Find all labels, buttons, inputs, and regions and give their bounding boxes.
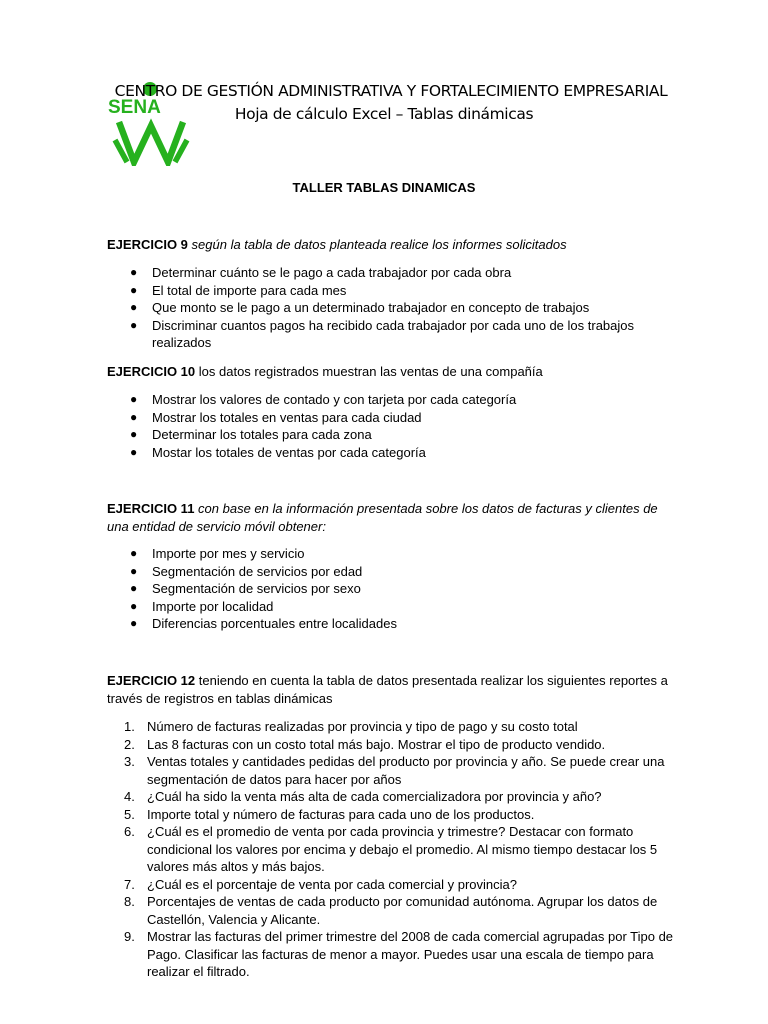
list-item: 3. Ventas totales y cantidades pedidas del producto por provincia y año. Se puede crear una segmentación de datos para hacer por años [124,754,665,787]
list-item: 9. Mostrar las facturas del primer trimestre del 2008 de cada comercial agrupadas por Tipo de Pago. Clasificar las facturas de menor a mayor. Puedes usar una escala de tiempo para realizar el filtrado. [124,929,674,979]
exercise-11-text: con base en la información presentada sobre los datos de facturas y clientes de una entidad de servicio móvil obtener: [107,501,658,534]
exercise-12-text: teniendo en cuenta la tabla de datos presentada realizar los siguientes reportes a través de registros en tablas dinámicas [107,673,668,706]
list-item: ● Discriminar cuantos pagos ha recibido cada trabajador por cada uno de los trabajos realizados [130,317,635,350]
bullet-icon: ● [130,409,138,424]
bullet-icon: ● [130,546,138,560]
header-subject: Hoja de cálculo Excel – Tablas dinámicas [234,105,534,123]
header-institution: CENTRO DE GESTIÓN ADMINISTRATIVA Y FORTALECIMIENTO EMPRESARIAL [114,82,668,100]
list-item: ● Mostrar los totales en ventas para cada ciudad [130,409,422,425]
exercise-9-list [130,264,675,352]
bullet-icon: ● [130,300,138,314]
exercise-9-label: EJERCICIO 9 [107,237,188,252]
list-item: 7. ¿Cuál es el porcentaje de venta por cada comercial y provincia? [124,876,517,892]
exercise-10-heading [107,363,677,381]
bullet-icon: ● [130,581,138,595]
exercise-12-list [124,718,675,981]
bullet-icon: ● [130,427,138,441]
list-item: ● Mostar los totales de ventas por cada categoría [130,444,426,460]
exercise-12-heading [107,672,677,707]
list-item: ● Que monto se le pago a un determinado trabajador en concepto de trabajos [130,300,590,315]
exercise-10-list [130,391,675,461]
list-item: ● Determinar los totales para cada zona [130,427,372,442]
exercise-11-list [130,545,675,633]
bullet-icon: ● [130,317,138,332]
logo-text: SENA [108,97,161,118]
exercise-12-label: EJERCICIO 12 [107,673,196,688]
bullet-icon: ● [130,392,138,406]
page-title: TALLER TABLAS DINAMICAS [292,180,476,195]
exercise-11-heading [107,500,677,535]
list-item: 2. Las 8 facturas con un costo total más bajo. Mostrar el tipo de producto vendido. [124,736,606,752]
list-item: 6. ¿Cuál es el promedio de venta por cada provincia y trimestre? Destacar con formato condicional los valores por encima y debajo el promedio. Al mismo tiempo destacar los 5 valores más altos y más bajos. [124,824,658,874]
list-item: ● Importe por localidad [130,598,274,614]
list-item: 4. ¿Cuál ha sido la venta más alta de cada comercializadora por provincia y año? [124,789,602,804]
list-item: ● Mostrar los valores de contado y con tarjeta por cada categoría [130,392,517,407]
list-item: ● El total de importe para cada mes [130,282,347,298]
exercise-11-label: EJERCICIO 11 [107,501,195,516]
bullet-icon: ● [130,598,138,613]
list-item: ● Segmentación de servicios por edad [130,563,363,579]
exercise-9-text: según la tabla de datos planteada realice los informes solicitados [187,237,567,252]
list-item: ● Determinar cuánto se le pago a cada trabajador por cada obra [130,265,512,280]
exercise-10-label: EJERCICIO 10 [107,364,196,379]
bullet-icon: ● [130,444,138,459]
bullet-icon: ● [130,616,138,630]
exercise-10-text: los datos registrados muestran las ventas de una compañía [195,364,543,379]
exercise-9-heading [107,236,677,254]
bullet-icon: ● [130,265,138,279]
list-item: ● Diferencias porcentuales entre localidades [130,616,397,631]
list-item: 8. Porcentajes de ventas de cada producto por comunidad autónoma. Agrupar los datos de Castellón, Valencia y Alicante. [124,894,658,927]
list-item: 5. Importe total y número de facturas para cada uno de los productos. [124,806,535,822]
list-item: ● Importe por mes y servicio [130,546,305,561]
bullet-icon: ● [130,282,138,297]
list-item: ● Segmentación de servicios por sexo [130,581,361,596]
list-item: 1. Número de facturas realizadas por provincia y tipo de pago y su costo total [124,719,578,734]
bullet-icon: ● [130,563,138,578]
